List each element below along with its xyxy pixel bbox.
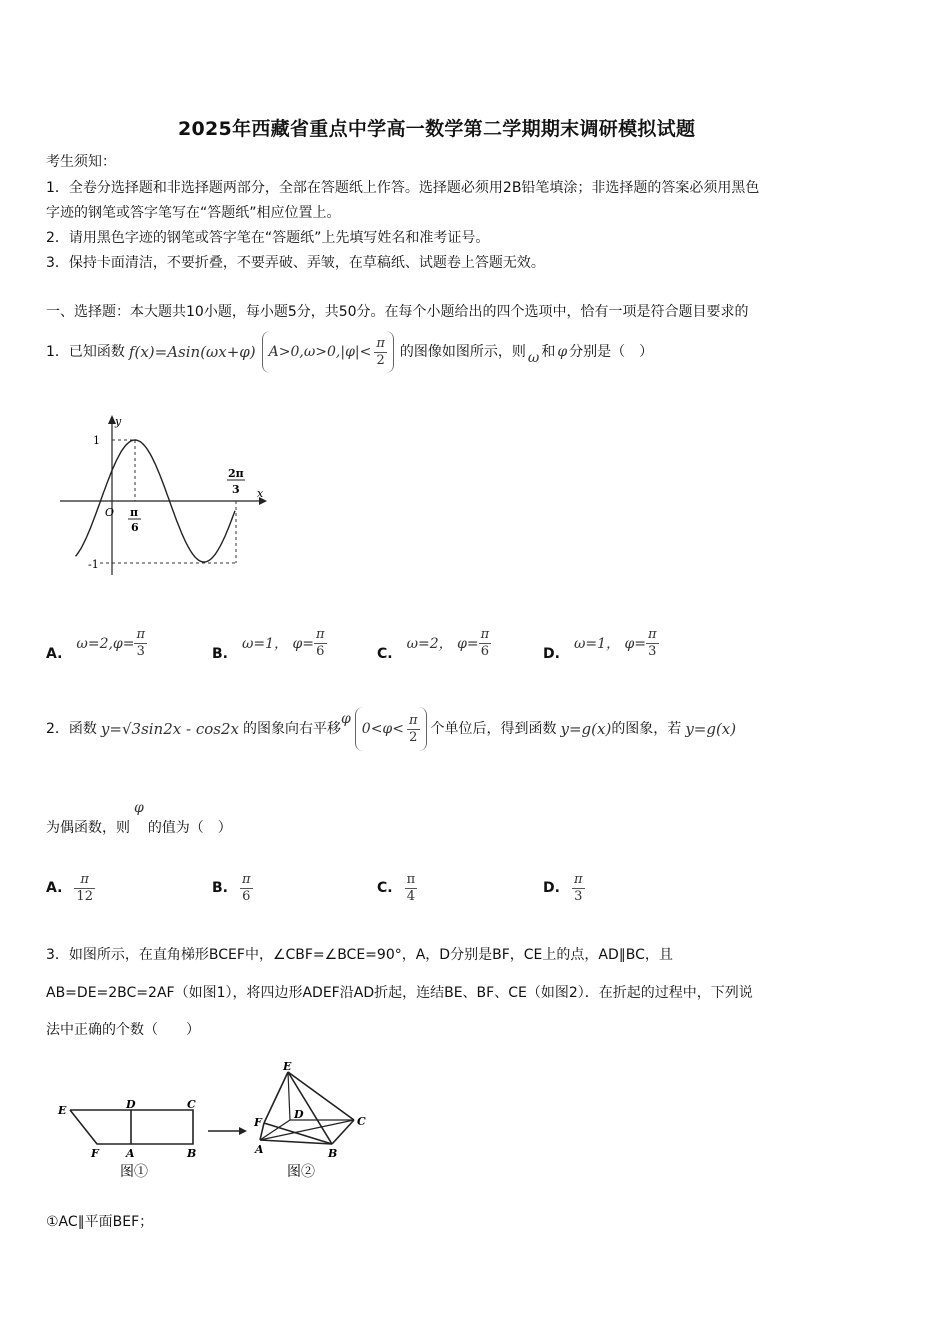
q2-condition-text: 0<φ< [361,721,404,737]
q2-option-c-label: C. [377,880,393,896]
notice-heading: 考生须知： [46,154,116,170]
q3-figures [50,1058,380,1188]
fig2-edge-ef [264,1072,288,1123]
q1-c-num: π [480,627,490,642]
q1-cond-num: π [376,335,385,351]
q2-option-a[interactable] [46,865,95,911]
q1-suffix-1: 的图像如图所示，则 [399,344,526,360]
x-tick-2pi-3-num: 2π [228,467,244,480]
fig2-edge-ed [288,1072,290,1120]
q2-option-b[interactable] [212,865,253,911]
q2-prefix: 2．函数 [46,721,97,737]
q2-option-c[interactable] [377,865,417,911]
q2-option-c-fraction [405,872,418,905]
fig1-label-b: B [187,1147,197,1160]
q3-figure-1 [57,1098,196,1180]
q1-condition-text: A>0,ω>0,|φ|< [268,344,372,360]
q2-cond-num: π [408,712,418,728]
q1-option-c-fraction [479,627,492,660]
page-title: 2025年西藏省重点中学高一数学第二学期期末调研模拟试题 [178,118,696,140]
y-tick-1: 1 [93,434,100,447]
q1-option-d-fraction [646,627,659,660]
q1-omega: ω [527,350,540,366]
notice-item-1-line-1: 1．全卷分选择题和非选择题两部分，全部在答题纸上作答。选择题必须用2B铅笔填涂；非选择题的答案必须用黑色 [46,180,760,196]
q2-option-d-fraction [572,872,585,905]
q1-option-c-text: ω=2， φ= [406,635,479,652]
q1-c-den: 6 [480,644,490,659]
q3-statement-1: ①AC∥平面BEF； [46,1214,154,1230]
q2-b-num: π [242,871,251,887]
fig1-label-f: F [91,1147,99,1160]
q1-option-c-label: C. [377,646,393,662]
origin-label: O [105,506,115,519]
q3-line-2: AB=DE=2BC=2AF（如图1），将四边形ADEF沿AD折起，连结BE、BF、CE（如图2）．在折起的过程中，下列说 [46,985,753,1001]
q2-mid-1: 的图象向右平移 [242,721,341,737]
q2-line2-phi: φ [134,800,144,816]
q2-line2-prefix: 为偶函数，则 [46,820,130,836]
q2-option-d-label: D. [543,880,560,896]
q1-option-a-text: ω=2,φ= [76,635,135,652]
question-2-line-2 [46,798,232,838]
q3-line-3: 法中正确的个数（ ） [46,1022,200,1038]
q2-a-den: 12 [76,888,93,904]
fig2-label-c: C [357,1115,366,1128]
q2-cond-den: 2 [409,729,418,745]
q2-a-num: π [74,872,95,889]
q1-function: f(x)=Asin(ωx+φ) [128,343,256,361]
q1-option-a-fraction [134,627,147,660]
q1-b-den: 6 [316,644,325,659]
q1-and: 和 [541,344,556,360]
fig1-caption: 图① [120,1164,148,1180]
x-label: x [257,487,264,500]
q2-b-den: 6 [242,888,251,904]
q1-option-a[interactable] [46,620,147,664]
q1-d-num: π [648,627,657,642]
fold-arrow-icon [239,1127,247,1135]
q1-option-b-fraction [314,627,327,660]
q1-d-den: 3 [648,644,657,659]
q1-phi: φ [557,344,568,360]
q2-c-den: 4 [406,888,415,904]
q3-figure-2 [253,1060,366,1180]
q1-option-d-label: D. [543,646,560,662]
q1-a-num: π [136,627,146,642]
x-tick-pi-6-num: π [130,506,139,519]
fig2-caption: 图② [287,1164,315,1180]
q1-cond-den: 2 [376,352,385,368]
q2-condition-fraction [407,713,420,746]
q2-g-function-2: y=g(x) [685,720,737,738]
fig1-label-c: C [187,1098,196,1111]
q1-a-den: 3 [136,644,145,659]
fig2-label-b: B [328,1147,338,1160]
q2-option-b-fraction [240,872,253,905]
x-tick-pi-6-den: 6 [131,521,139,534]
q2-mid-2: 个单位后，得到函数 [430,721,557,737]
notice-item-3: 3．保持卡面清洁，不要折叠，不要弄破、弄皱，在草稿纸、试题卷上答题无效。 [46,255,545,271]
fig1-label-a: A [126,1147,135,1160]
q1-option-c[interactable] [377,620,491,664]
q1-option-b-label: B. [212,646,228,662]
q2-option-b-label: B. [212,880,228,896]
x-tick-2pi-3-den: 3 [232,483,240,496]
q2-c-num: π [406,871,416,887]
q1-option-a-label: A. [46,646,63,662]
q2-option-a-label: A. [46,880,63,896]
q1-option-b-text: ω=1， φ= [242,635,315,652]
q2-option-d[interactable] [543,865,585,911]
q1-option-b[interactable] [212,620,327,664]
q2-mid-3: 的图象，若 [611,721,682,737]
q1-b-num: π [316,627,325,642]
q2-d-den: 3 [574,888,583,904]
fig2-label-f: F [254,1116,262,1129]
fig2-label-a: A [255,1143,264,1156]
q2-g-function-1: y=g(x) [560,720,612,738]
fig1-label-d: D [126,1098,136,1111]
y-label: y [115,415,122,428]
q1-prefix: 1．已知函数 [46,344,125,360]
notice-item-1-line-2: 字迹的钢笔或答字笔写在“答题纸”相应位置上。 [46,205,341,221]
q1-sine-graph [55,405,280,585]
q1-option-d-text: ω=1， φ= [573,635,646,652]
q1-suffix-2: 分别是（ ） [569,344,654,360]
question-1-stem [46,330,653,374]
fig2-label-d: D [294,1108,304,1121]
q2-function: y=√3sin2x - cos2x [100,720,239,738]
q1-condition [262,331,394,373]
q2-option-a-fraction [74,872,95,905]
q2-phi: φ [340,711,351,727]
q2-line2-suffix: 的值为（ ） [147,820,232,836]
fig2-label-e: E [283,1060,292,1073]
q1-condition-fraction [374,336,387,369]
q2-condition [355,707,427,751]
question-2-stem [46,706,736,752]
fig1-label-e: E [58,1104,67,1117]
y-tick-minus-1: -1 [88,558,99,571]
q1-option-d[interactable] [543,620,659,664]
notice-item-2: 2．请用黑色字迹的钢笔或答字笔在“答题纸”上先填写姓名和准考证号。 [46,230,490,246]
section-heading: 一、选择题：本大题共10小题，每小题5分，共50分。在每个小题给出的四个选项中，恰有一项是符合题目要求的 [46,304,749,320]
q3-line-1: 3．如图所示，在直角梯形BCEF中，∠CBF=∠BCE=90°，A，D分别是BF，CE上的点，AD∥BC，且 [46,947,673,963]
q2-d-num: π [573,871,583,887]
